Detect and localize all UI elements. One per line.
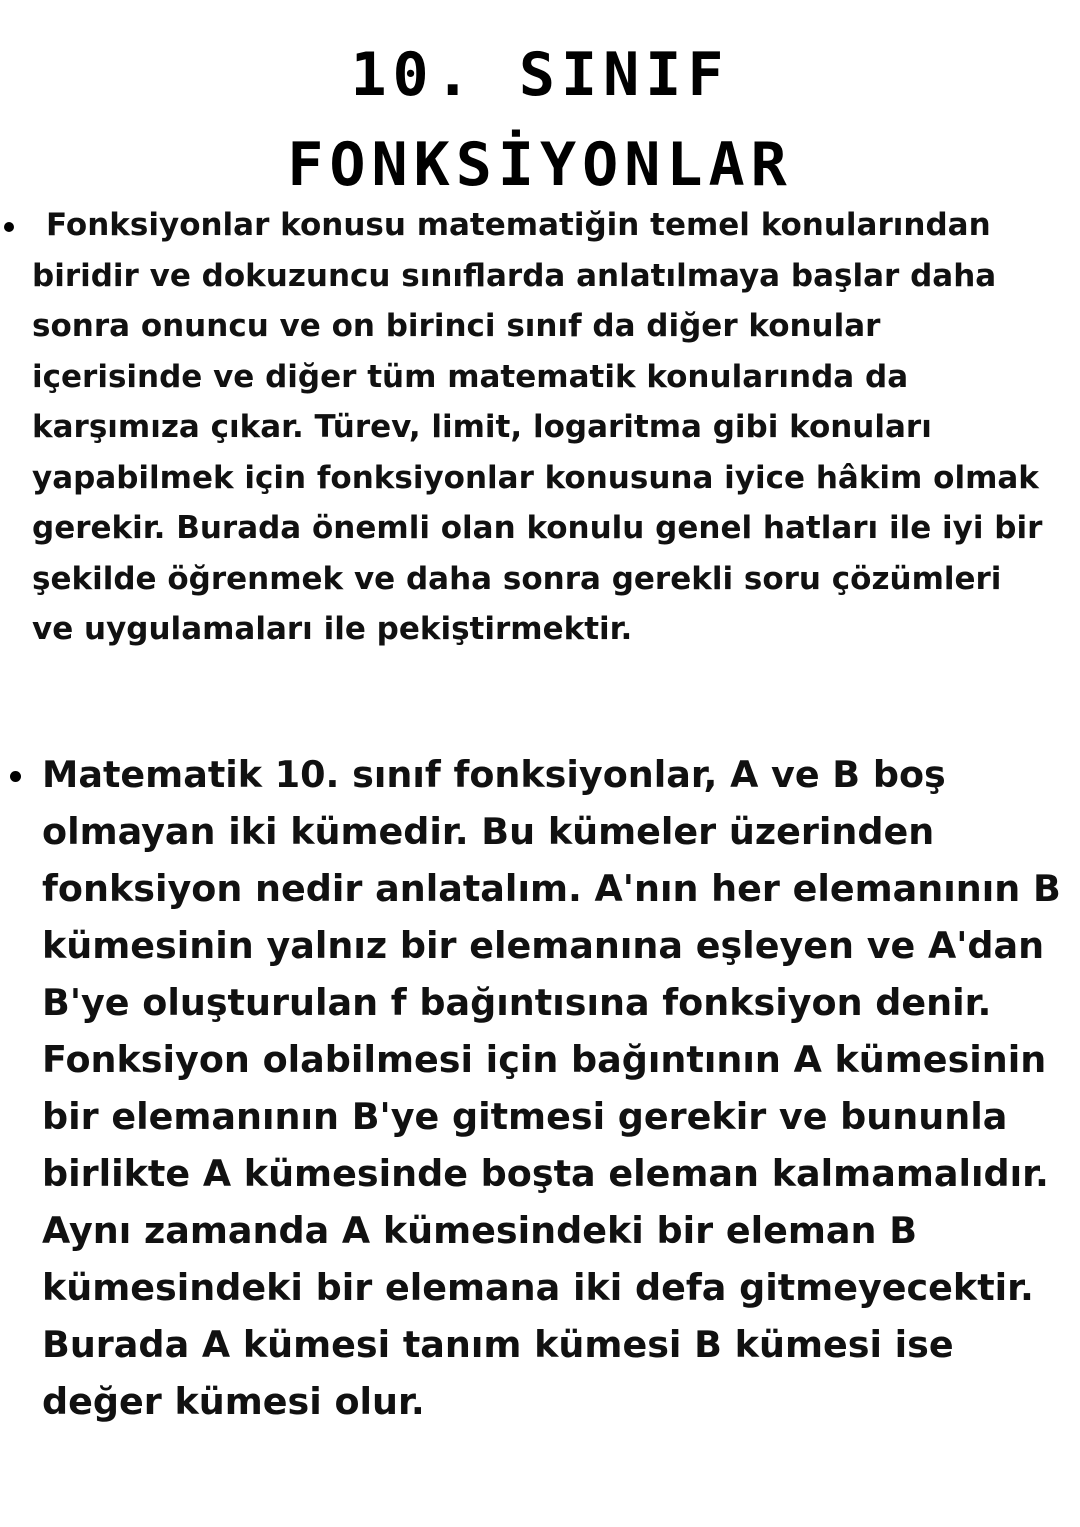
paragraph-definition-text: Matematik 10. sınıf fonksiyonlar, A ve B boş olmayan iki kümedir. Bu kümeler üzerinden fonksiyon nedir anlatalım. A'nın her elemanının B kümesinin yalnız bir elemanına eşleyen ve A'dan B'ye oluşturulan f bağıntısına fonksiyon denir. Fonksiyon olabilmesi için bağıntının A kümesinin bir elemanının B'ye gitmesi gerekir ve bununla birlikte A kümesinde boşta eleman kalmamalıdır. Aynı zamanda A kümesindeki bir eleman B kümesindeki bir elemana iki defa gitmeyecektir. Burada A kümesi tanım kümesi B kümesi ise değer kümesi olur. [42, 753, 1061, 1423]
page-title [0, 30, 1080, 210]
bullet-dot-icon [10, 771, 21, 782]
paragraph-intro-content: Fonksiyonlar konusu matematiğin temel konularından biridir ve dokuzuncu sınıflarda anlatılmaya başlar daha sonra onuncu ve on birinci sınıf da diğer konular içerisinde ve diğer tüm matematik konularında da karşımıza çıkar. Türev, limit, logaritma gibi konuları yapabilmek için fonksiyonlar konusuna iyice hâkim olmak gerekir. Burada önemli olan konulu genel hatları ile iyi bir şekilde öğrenmek ve daha sonra gerekli soru çözümleri ve uygulamaları ile pekiştirmektir. [32, 207, 1043, 647]
bullet-dot-icon [4, 222, 14, 232]
bullet-paragraph-intro [32, 200, 1052, 655]
title-line-grade: 10. SINIF [350, 40, 730, 110]
title-line-topic: FONKSİYONLAR [287, 130, 793, 200]
paragraph-intro-text [32, 200, 1052, 655]
bullet-paragraph-definition [42, 746, 1072, 1430]
